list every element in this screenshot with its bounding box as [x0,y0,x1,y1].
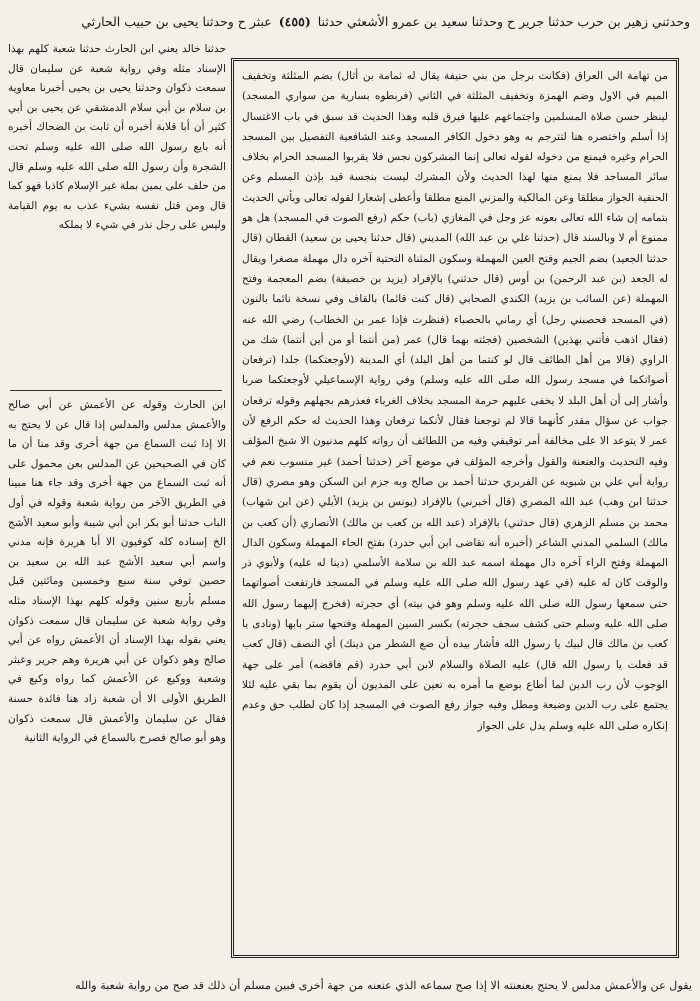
page-number: (٤٥٥) [278,14,311,29]
side-note-top: حدثنا خالد يعني ابن الحارث حدثنا شعبة كلهم بهذا الإسناد مثله وفي رواية شعبة عن سليمان قال سمعت ذكوان وحدثنا يحيى بن يحيى أخبرنا معاوية بن سلام بن أبي سلام الدمشقي عن يحيى بن أبي كثير أن أبا قلابة أخبره أن ثابت بن الضحاك أخبره أنه بايع رسول الله صلى الله عليه وسلم تحت الشجرة وأن رسول الله صلى الله عليه وسلم قال من حلف على يمين بملة غير الإسلام كاذبا فهو كما قال ومن قتل نفسه بشيء عذب به يوم القيامة وليس على رجل نذر في شيء لا يملكه [8,43,226,232]
main-commentary-frame [231,58,679,958]
footer-line: يقول عن والأعمش مدلس لا يحتج بعنعنته الا إذا صح سماعه الذي عنعنه من جهة أخرى فبين مسلم أن ذلك قد صح من رواية شعبة والله [75,979,692,992]
side-note-divider [10,390,222,391]
running-head-prefix: وحدثني زهير بن حرب حدثنا جرير ح وحدثنا سعيد بن عمرو الأشعثي حدثنا [317,14,690,29]
running-head-suffix: عبثر ح وحدثنا يحيى بن حبيب الحارثي [81,14,272,29]
side-note-bottom: ابن الحارث وقوله عن الأعمش عن أبي صالح والأعمش مدلس والمدلس إذا قال عن لا يحتج به الا إذا ثبت السماع من جهة أخرى وقد منا أن ما كان في الصحيحين عن المدلس بعن محمول على أنه ثبت السماع من جهة أخرى وقد جاء هنا مبينا في الطريق الآخر من رواية شعبة وقوله في أول الباب حدثنا أبو بكر ابن أبي شيبة وأبو سعيد الأشج الخ إسناده كله كوفيون الا أبا هريرة فإنه مدني واسم أبي سعيد الأشج عبد الله بن سعيد بن حصين توفي سنة سبع وخمسين ومائتين قبل مسلم بأربع سنين وقوله كلهم بهذا الإسناد مثله وفي رواية شعبة عن سليمان قال سمعت ذكوان يعني بقوله بهذا الإسناد أن الأعمش رواه عن أبي صالح وهو ذكوان عن أبي هريرة وهم جرير وعبثر وشعبة ووكيع عن الأعمش كما رواه وكيع في الطريق الأولى الا أن شعبة زاد هنا فائدة حسنة فقال عن سليمان والأعمش قال سمعت ذكوان وهو أبو صالح فصرح بالسماع في الرواية الثانية [8,399,226,745]
running-head [40,10,690,34]
commentary-paragraph: من تهامة الى العراق (فكانت برجل من بني حنيفة يقال له ثمامة بن أثال) بضم المثلثة وتخفيف الميم في الاول وضم الهمزة وتخفيف المثلثة في الثاني (فربطوه بسارية من سواري المسجد) لينظر حسن صلاة المسلمين واجتماعهم عليها فيرق قلبه وهذا الحديث قد سبق في باب الاغتسال إذا أسلم واختصره هنا لتترجم به وهو دخول الكافر المسجد وعند الشافعية التفصيل بين المسجد الحرام وغيره فيمنع من دخوله لقوله تعالى إنما المشركون نجس فلا يقربوا المسجد الحرام بخلاف سائر المساجد فلا يمنع منها لهذا الحديث ولأن المشرك ليست بنجسة قيد بإذن المسلم وعن الحنفية الجواز مطلقا وعن المالكية والمزني المنع مطلقا وأعطى إشعارا لقوله تعالى وبأتي الحديث بتمامه إن شاء الله تعالى بعونه عز وجل في المغازي (باب) حكم (رفع الصوت في المسجد) هل هو ممنوع أم لا وبالسند قال (حدثنا علي بن عبد الله) المديني (قال حدثنا يحيى بن سعيد) القطان (قال حدثنا الجعيد) بضم الجيم وفتح العين المهملة وسكون المثناة التحتية آخره دال مهملة مصغرا ويقال له الجعد (بن عبد الرحمن) بن أوس (قال حدثني) بالإفراد (يزيد بن خصيفة) بضم المعجمة وفتح المهملة (عن السائب بن يزيد) الكندي الصحابي (قال كنت قائما) بالقاف وفي نسخة نائما بالنون (في المسجد فحصبني رجل) أي رماني بالحصباء (فنظرت فإذا عمر بن الخطاب) رضي الله عنه (فقال اذهب فأتني بهذين) الشخصين (فجئته بهما قال) عمر (من أنتما أو من أين أنتما) شك من الراوي (قالا من أهل الطائف قال لو كنتما من أهل البلد) أي المدينة (لأوجعتكما) جلدا (ترفعان أصواتكما في مسجد رسول الله صلى الله عليه وسلم) وفي رواية الإسماعيلي لأوجعتكما ضربا وأشار إلى أن أهل البلد لا يخفى عليهم حرمة المسجد بخلاف الغرباء فعذرهم بجهلهم وقوله ترفعان جواب عن سؤال مقدر كأنهما قالا لم توجعنا فقال لأنكما ترفعان وهذا الحديث له حكم الرفع لأن عمر لا يتوعد الا على مخالفة أمر توقيفي وفيه من اللطائف أن رواته كلهم مدنيون الا شيخ المؤلف وفيه التحديث والعنعنة والقول وأخرجه المؤلف في موضع آخر (حدثنا أحمد) غير منسوب نعم في رواية أبي علي بن شبويه عن الفربري حدثنا أحمد بن صالح وبه جزم ابن السكن وهو مصري (قال حدثنا ابن وهب) عبد الله المصري (قال أخبرني) بالإفراد (يونس بن يزيد) الأيلي (عن ابن شهاب) محمد بن مسلم الزهري (قال حدثني) بالإفراد (عبد الله بن كعب بن مالك) الأنصاري (أن كعب بن مالك) السلمي المدني الشاعر (أخبره أنه تقاضى ابن أبي حدرد) بفتح الحاء المهملة وسكون الدال المهملة وفتح الراء آخره دال مهملة اسمه عبد الله بن سلامة الأسلمي (دينا له عليه) ولأبوي ذر والوقت كان له عليه (في عهد رسول الله صلى الله عليه وسلم في المسجد فارتفعت أصواتهما حتى سمعها رسول الله صلى الله عليه وسلم وهو في بيته) أي حجرته (فخرج إليهما رسول الله صلى الله عليه وسلم حتى كشف سجف حجرته) بكسر السين المهملة وفتحها ستر بابها (ونادى يا كعب بن مالك قال لبيك يا رسول الله فأشار بيده أن ضع الشطر من دينك) أي النصف (قال كعب قد فعلت يا رسول الله قال) عليه الصلاة والسلام لابن أبي حدرد (قم فاقضه) أمر على جهة الوجوب لأن رب الدين لما أطاع بوضع ما أمره به تعين على المديون أن يقوم بما بقي عليه لئلا يجتمع على رب الدين وضيعة ومطل وفيه جواز رفع الصوت في المسجد إذا كان لطلب حق وعدم إنكاره صلى الله عليه وسلم يدل على الجواز [242,70,669,732]
